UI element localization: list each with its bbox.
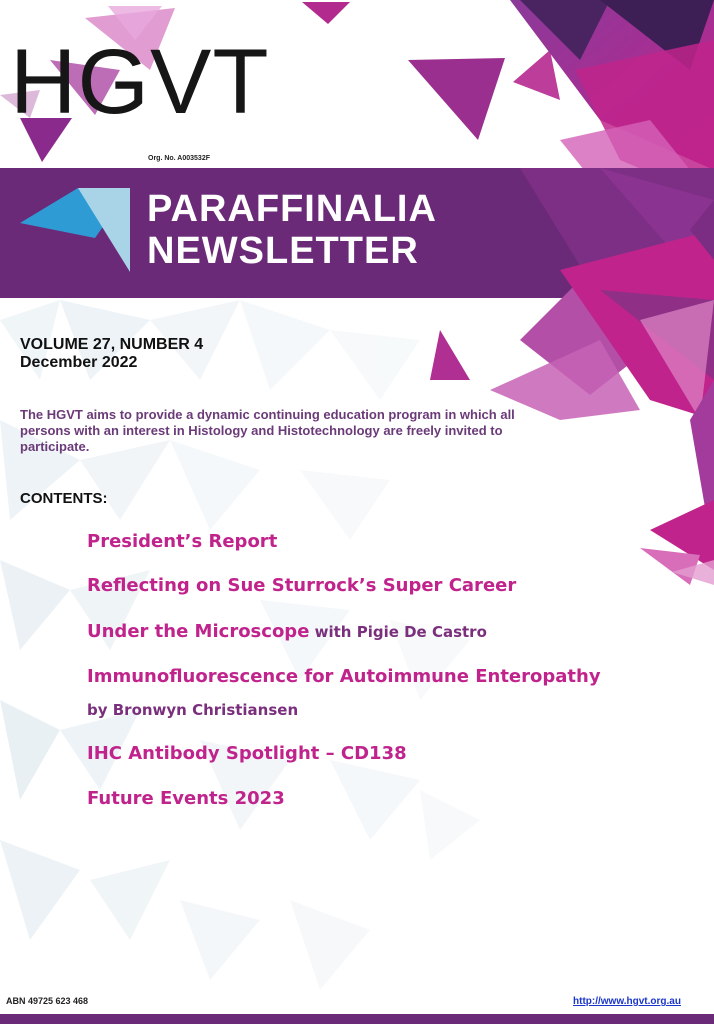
toc-item-ihc-spotlight[interactable] (87, 743, 407, 764)
toc-item-title: President’s Report (87, 531, 278, 552)
toc-item-suffix: with Pigie De Castro (309, 623, 487, 641)
website-link[interactable]: http://www.hgvt.org.au (573, 996, 681, 1007)
intro-paragraph: The HGVT aims to provide a dynamic continuing education program in which all persons with an interest in Histology and Histotechnology are freely invited to participate. (20, 407, 515, 454)
toc-item-presidents-report[interactable] (87, 531, 277, 552)
toc-item-byline: by Bronwyn Christiansen (87, 701, 299, 719)
title-line-2: NEWSLETTER (147, 230, 419, 272)
toc-item-sue-sturrock[interactable] (87, 575, 516, 596)
volume-number: VOLUME 27, NUMBER 4 (20, 336, 204, 353)
toc-item-under-the-microscope[interactable] (87, 621, 487, 642)
toc-item-immunofluorescence[interactable] (87, 666, 601, 687)
issue-info (20, 336, 203, 372)
toc-item-title: Under the Microscope (87, 621, 310, 642)
footer-bar (0, 1014, 714, 1024)
contents-heading: CONTENTS: (20, 490, 108, 507)
toc-item-title: Future Events 2023 (87, 788, 285, 809)
hgvt-logo: HGVT (10, 31, 270, 133)
abn-number: ABN 49725 623 468 (6, 996, 89, 1006)
title-line-1: PARAFFINALIA (147, 188, 437, 230)
faint-triangle-pattern (0, 300, 480, 990)
toc-item-title: Reflecting on Sue Sturrock’s Super Career (87, 575, 517, 596)
toc-item-title: IHC Antibody Spotlight – CD138 (87, 743, 407, 764)
issue-date: December 2022 (20, 354, 138, 371)
toc-item-future-events[interactable] (87, 788, 285, 809)
toc-item-title: Immunofluorescence for Autoimmune Enteropathy (87, 666, 601, 687)
newsletter-title (147, 188, 437, 272)
org-number: Org. No. A003532F (148, 155, 210, 162)
